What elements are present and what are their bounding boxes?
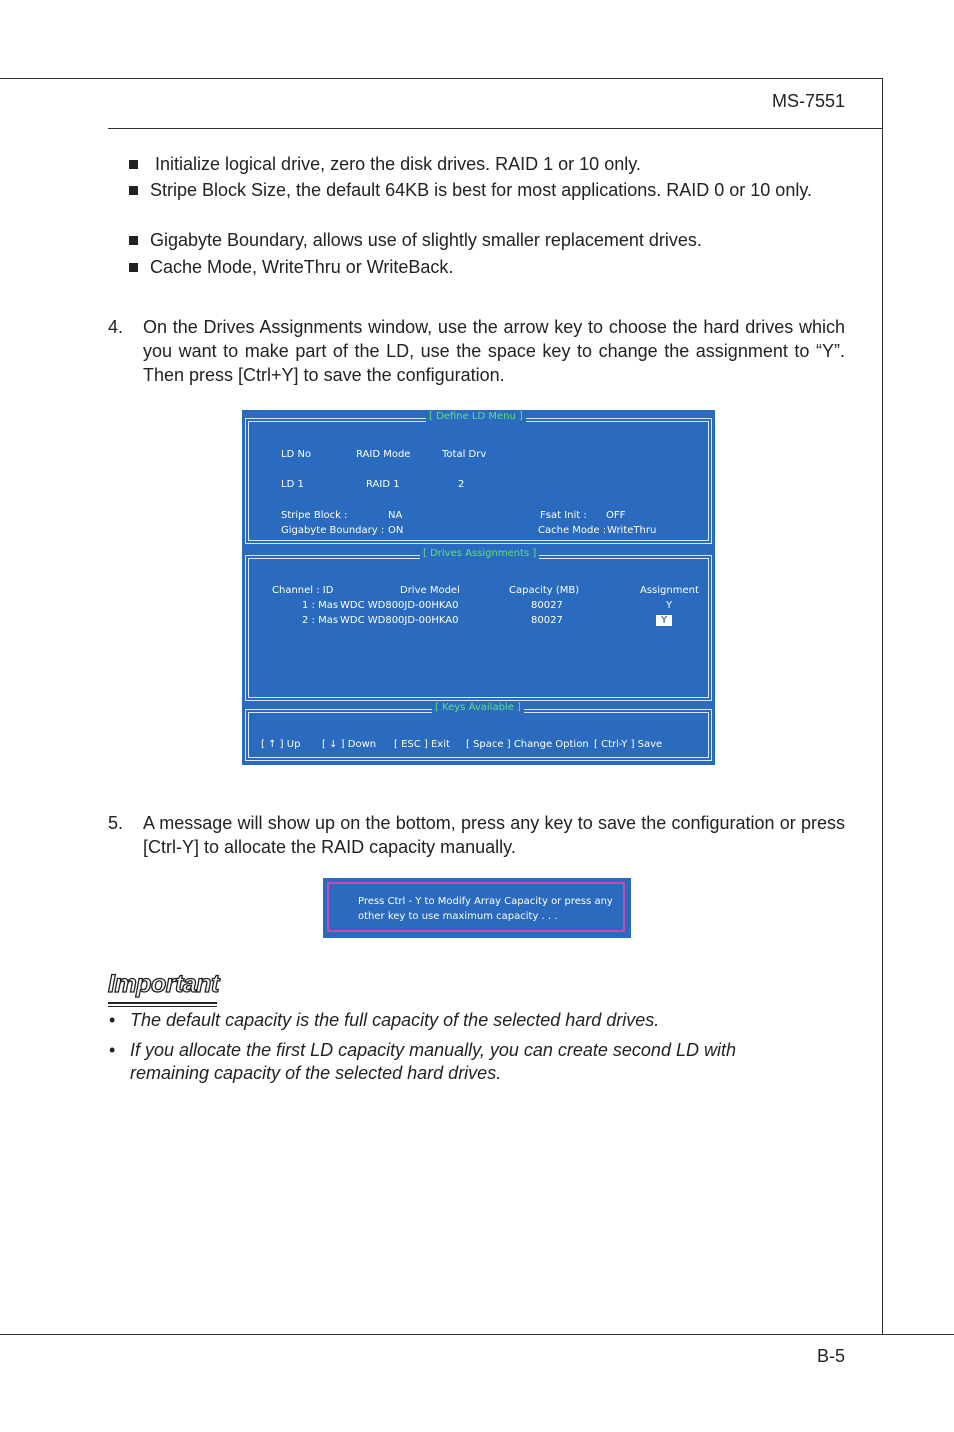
step-number: 4.	[108, 317, 124, 337]
model-number: MS-7551	[771, 91, 845, 111]
bullet-text: Gigabyte Boundary, allows use of slightly smaller replacement drives.	[150, 230, 702, 250]
drive-row-capacity: 80027	[531, 600, 563, 611]
bullet-text: Initialize logical drive, zero the disk drives. RAID 1 or 10 only.	[155, 154, 641, 174]
define-ld-title: [ Define LD Menu ]	[426, 410, 526, 424]
header-rule	[108, 128, 883, 129]
fast-init-value[interactable]: OFF	[606, 510, 626, 521]
step-5	[108, 811, 845, 859]
note-text: The default capacity is the full capacity of the selected hard drives.	[130, 1010, 660, 1030]
bullet-item	[150, 178, 845, 202]
note-text: If you allocate the first LD capacity manually, you can create second LD with remaining capacity of the selected hard drives.	[130, 1040, 736, 1083]
keys-available-title: [ Keys Available ]	[432, 701, 524, 715]
step-4	[108, 315, 845, 387]
capacity-header: Capacity (MB)	[509, 585, 580, 596]
key-up: [ ↑ ] Up	[261, 739, 301, 750]
step-number: 5.	[108, 813, 124, 833]
fast-init-label: Fsat Init :	[540, 510, 587, 521]
gigabyte-boundary-value[interactable]: ON	[388, 525, 404, 536]
capacity-message-box	[323, 878, 631, 938]
key-space: [ Space ] Change Option	[466, 739, 589, 750]
bullet-dot-icon: •	[109, 1040, 116, 1060]
drive-row-capacity: 80027	[531, 615, 563, 626]
bullet-square-icon	[129, 263, 138, 272]
drives-assignments-title: [ Drives Assignments ]	[420, 547, 539, 561]
channel-header: Channel : ID	[272, 585, 334, 596]
arrow-down-icon: ↓	[329, 739, 338, 750]
drives-assignments-panel	[245, 548, 712, 701]
important-underline	[108, 1002, 217, 1004]
raid-value[interactable]: RAID 1	[366, 479, 400, 490]
message-line-2: other key to use maximum capacity . . .	[358, 911, 558, 922]
ld-value[interactable]: LD 1	[281, 479, 304, 490]
drive-model-header: Drive Model	[400, 585, 460, 596]
bullet-square-icon	[129, 236, 138, 245]
drive-row-channel: 1 : Mas	[302, 600, 339, 611]
note-item	[109, 1009, 770, 1032]
message-border	[327, 882, 625, 932]
bullet-square-icon	[129, 160, 138, 169]
bios-screen	[242, 410, 715, 765]
drive-row-assignment-selected[interactable]: Y	[656, 615, 672, 626]
bullet-text: Stripe Block Size, the default 64KB is best for most applications. RAID 0 or 10 only.	[150, 180, 812, 200]
bullet-item	[150, 228, 845, 252]
ld-no-label: LD No	[281, 449, 312, 460]
note-item	[109, 1039, 770, 1085]
right-rule	[882, 78, 883, 1334]
stripe-block-label: Stripe Block :	[281, 510, 348, 521]
message-line-1: Press Ctrl - Y to Modify Array Capacity or press any	[358, 896, 613, 907]
step-text: On the Drives Assignments window, use the arrow key to choose the hard drives which you want to make part of the LD, use the space key to change the assignment to “Y”. Then press [Ctrl+Y] to save the configuration.	[143, 317, 845, 385]
gigabyte-boundary-label: Gigabyte Boundary :	[281, 525, 385, 536]
cache-mode-value[interactable]: WriteThru	[607, 525, 657, 536]
drive-row-model: WDC WD800JD-00HKA0	[340, 600, 459, 611]
top-rule	[0, 78, 883, 79]
important-underline	[108, 1006, 217, 1007]
raid-mode-label: RAID Mode	[356, 449, 411, 460]
total-drv-label: Total Drv	[442, 449, 487, 460]
keys-available-panel	[245, 702, 712, 761]
stripe-block-value[interactable]: NA	[388, 510, 403, 521]
bullet-item	[150, 255, 845, 279]
bottom-rule	[0, 1334, 954, 1335]
bullet-item	[150, 152, 845, 176]
key-esc: [ ESC ] Exit	[394, 739, 450, 750]
important-heading: Important	[108, 970, 219, 998]
step-text: A message will show up on the bottom, press any key to save the configuration or press [Ctrl-Y] to allocate the RAID capacity manually.	[143, 813, 845, 857]
key-ctrl-y: [ Ctrl-Y ] Save	[594, 739, 663, 750]
arrow-up-icon: ↑	[268, 739, 277, 750]
key-down: [ ↓ ] Down	[322, 739, 377, 750]
cache-mode-label: Cache Mode :	[538, 525, 607, 536]
drive-row-channel: 2 : Mas	[302, 615, 339, 626]
assignment-header: Assignment	[640, 585, 699, 596]
drive-row-model: WDC WD800JD-00HKA0	[340, 615, 459, 626]
bullet-text: Cache Mode, WriteThru or WriteBack.	[150, 257, 454, 277]
total-drv-value[interactable]: 2	[458, 479, 465, 490]
page-number: B-5	[816, 1346, 845, 1366]
drive-row-assignment[interactable]: Y	[666, 600, 673, 611]
define-ld-panel	[245, 411, 712, 544]
bullet-square-icon	[129, 186, 138, 195]
bullet-dot-icon: •	[109, 1010, 116, 1030]
